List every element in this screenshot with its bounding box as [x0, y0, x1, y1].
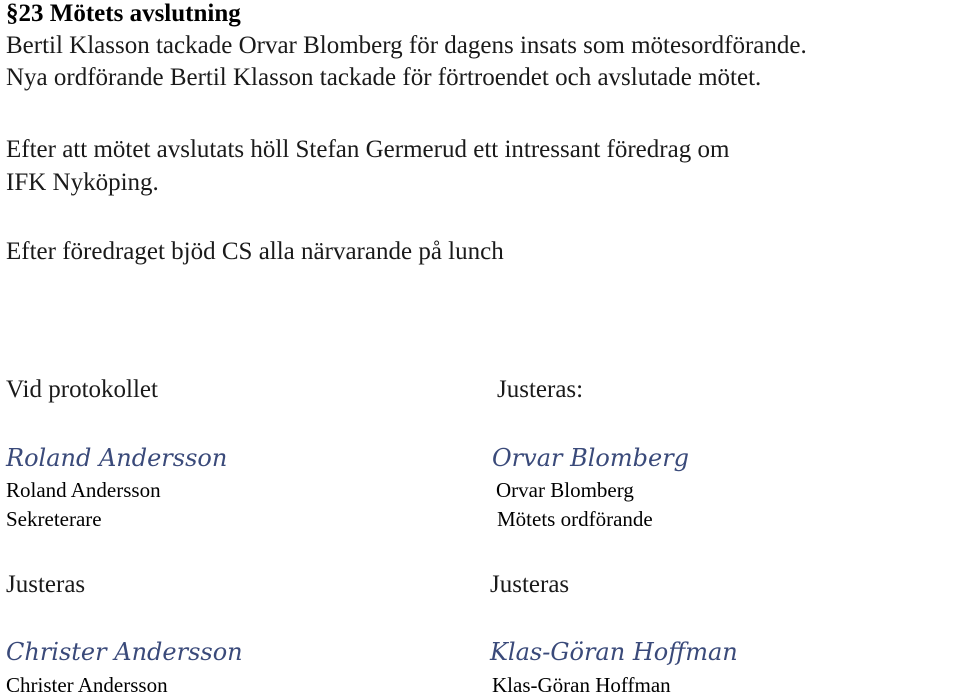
left-heading-justeras: Justeras	[6, 571, 86, 598]
section-heading: §23 Mötets avslutning	[6, 0, 241, 27]
right-heading-justeras: Justeras:	[497, 376, 584, 403]
signature-klas-goran-hoffman: Klas-Göran Hoffman	[490, 638, 738, 666]
left-role-1: Sekreterare	[6, 507, 102, 531]
right-role-1: Mötets ordförande	[497, 507, 653, 531]
paragraph-line-2: Nya ordförande Bertil Klasson tackade för förtroendet och avslutade mötet.	[6, 64, 762, 91]
paragraph-line-4: IFK Nyköping.	[6, 169, 159, 196]
signature-roland-andersson: Roland Andersson	[6, 444, 228, 472]
paragraph-line-5: Efter föredraget bjöd CS alla närvarande på lunch	[6, 238, 504, 265]
signature-christer-andersson: Christer Andersson	[6, 638, 243, 666]
left-name-1: Roland Andersson	[6, 478, 161, 502]
paragraph-line-1: Bertil Klasson tackade Orvar Blomberg för dagens insats som mötesordförande.	[6, 32, 807, 59]
right-name-1: Orvar Blomberg	[496, 478, 634, 502]
right-name-2: Klas-Göran Hoffman	[492, 673, 671, 697]
right-heading-justeras-2: Justeras	[490, 571, 570, 598]
left-heading-vid-protokollet: Vid protokollet	[6, 376, 158, 403]
signature-orvar-blomberg: Orvar Blomberg	[492, 444, 690, 472]
left-name-2: Christer Andersson	[6, 673, 168, 697]
paragraph-line-3: Efter att mötet avslutats höll Stefan Germerud ett intressant föredrag om	[6, 136, 730, 163]
